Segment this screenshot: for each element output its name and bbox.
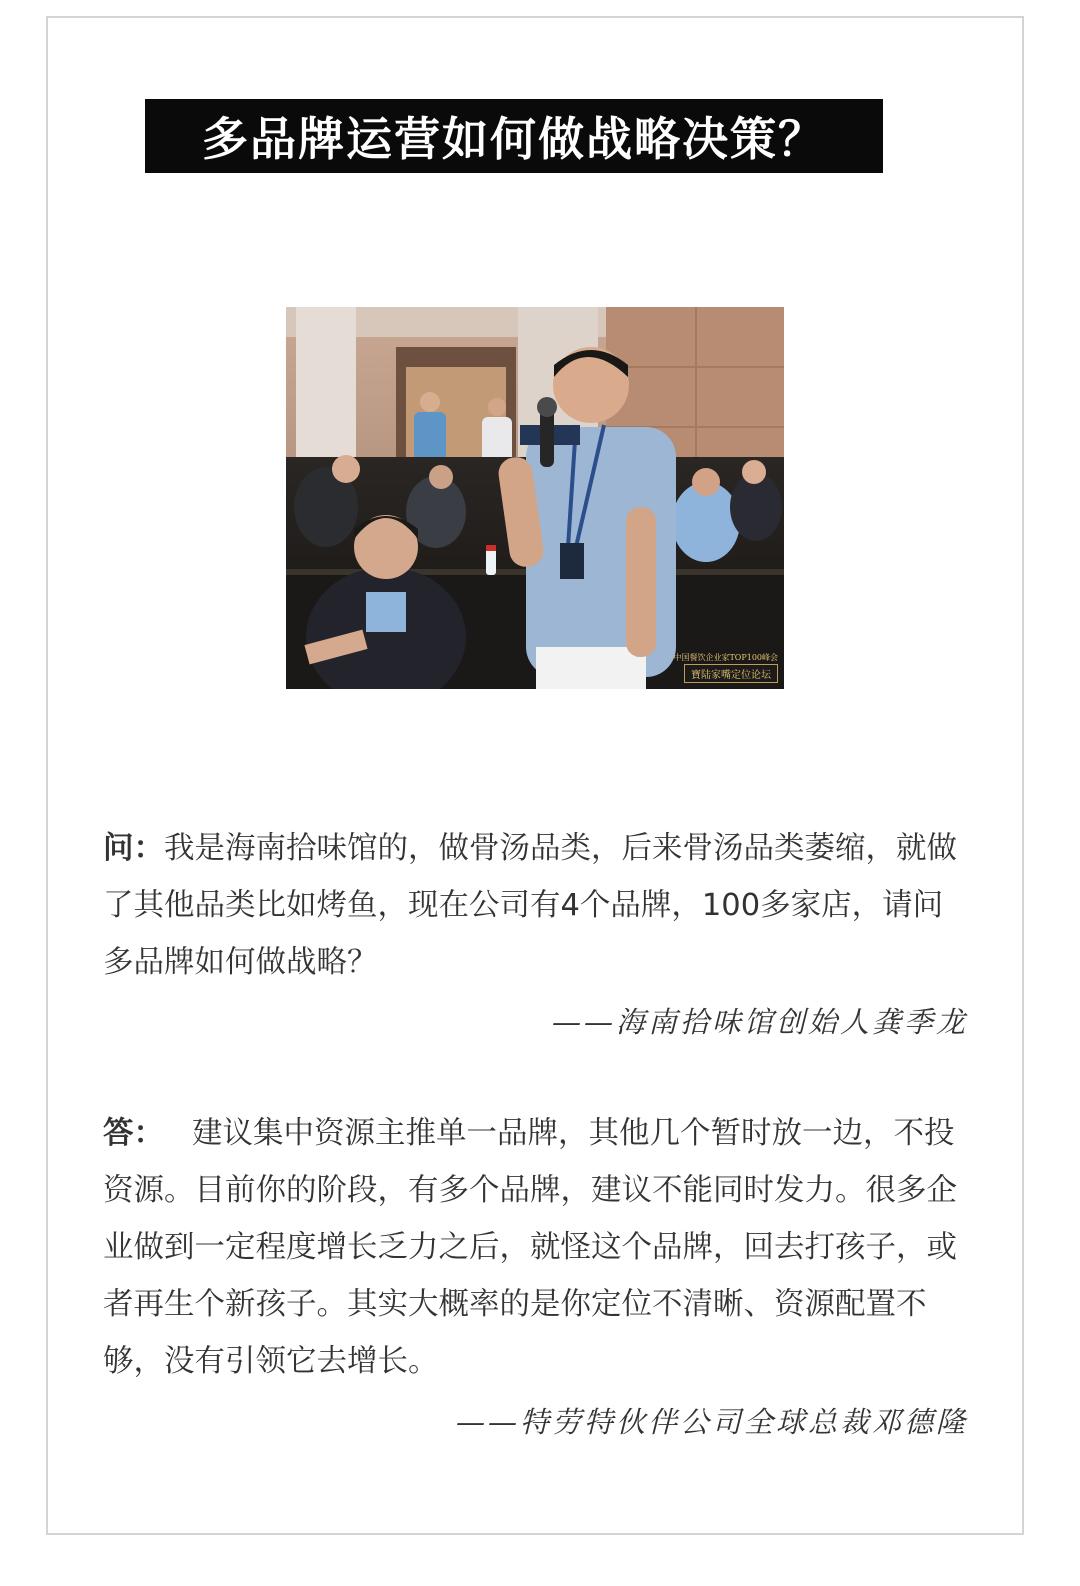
title-banner (145, 99, 883, 173)
question-text: 我是海南拾味馆的，做骨汤品类，后来骨汤品类萎缩，就做了其他品类比如烤鱼，现在公司有4个品牌，100多家店，请问多品牌如何做战略？ (103, 831, 957, 980)
event-banner-line-1: 中国餐饮企业家TOP100峰会 (673, 653, 778, 662)
event-photo (286, 307, 784, 689)
answer-paragraph (103, 1105, 973, 1390)
answer-text: 建议集中资源主推单一品牌，其他几个暂时放一边，不投资源。目前你的阶段，有多个品牌，建议不能同时发力。很多企业做到一定程度增长乏力之后，就怪这个品牌，回去打孩子，或者再生个新孩子。其实大概率的是你定位不清晰、资源配置不够，没有引领它去增长。 (103, 1116, 957, 1379)
photo-illustration (286, 307, 784, 689)
answer-prefix: 答： (103, 1116, 164, 1151)
question-signature: ——海南拾味馆创始人龚季龙 (551, 1005, 968, 1039)
event-banner-line-2: 寶陆家嘴定位论坛 (684, 664, 778, 683)
question-prefix: 问： (103, 831, 164, 866)
page-title: 多品牌运营如何做战略决策？ (202, 112, 826, 166)
question-paragraph (103, 820, 973, 991)
answer-signature: ——特劳特伙伴公司全球总裁邓德隆 (455, 1405, 968, 1439)
